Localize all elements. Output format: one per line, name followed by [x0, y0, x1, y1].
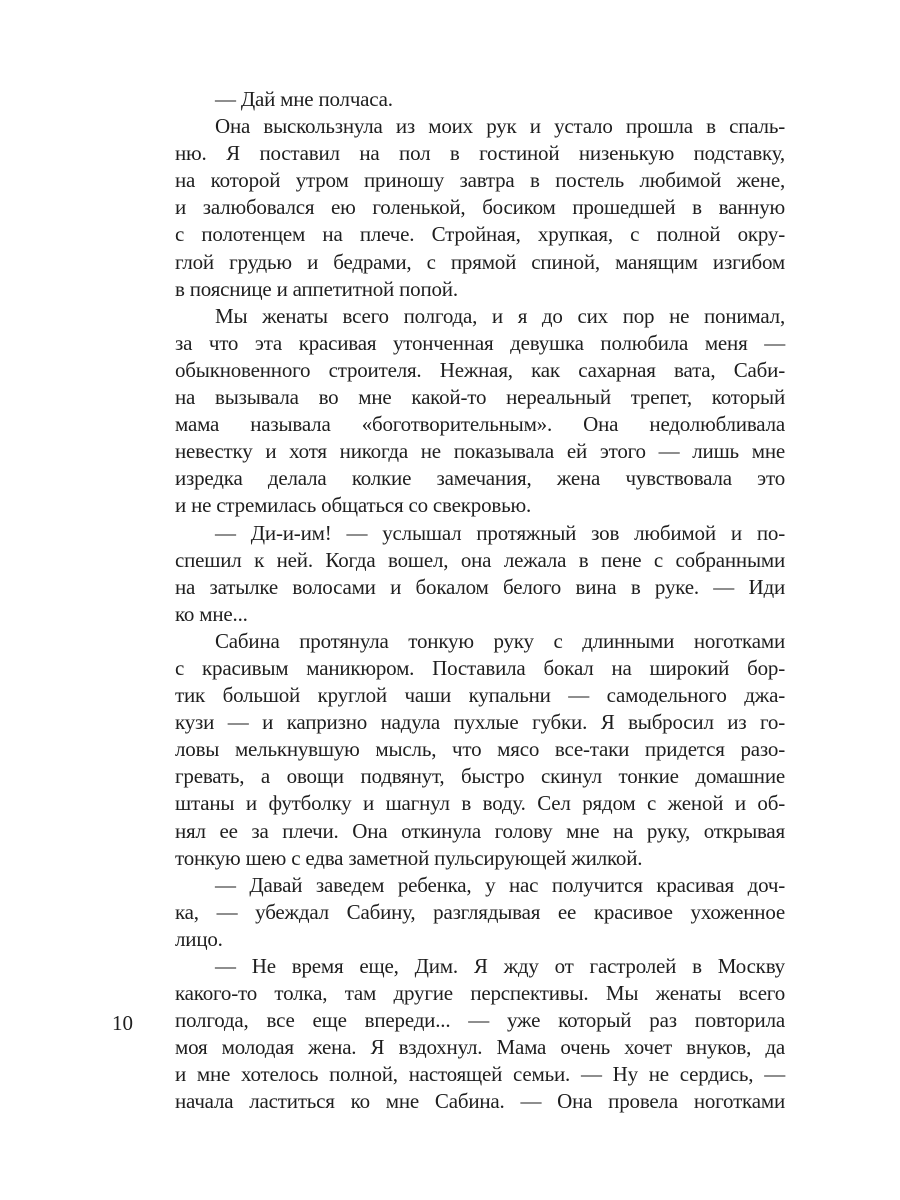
- text-line: — Дай мне полчаса.: [215, 87, 393, 111]
- text-line: Она выскользнула из моих рук и устало прошла в спаль-: [215, 114, 785, 139]
- book-text: [175, 86, 785, 1116]
- paragraph: [175, 872, 785, 953]
- text-line: — Не время еще, Дим. Я жду от гастролей в Москву: [215, 954, 785, 978]
- text-line: штаны и футболку и шагнул в воду. Сел рядом с женой и об-: [175, 791, 785, 816]
- text-line: невестку и хотя никогда не показывала ей этого — лишь мне: [175, 439, 785, 464]
- text-line: и залюбовался ею голенькой, босиком прошедшей в ванную: [175, 195, 785, 220]
- paragraph: [175, 953, 785, 1116]
- text-line: на затылке волосами и бокалом белого вина в руке. — Иди: [175, 574, 785, 599]
- paragraph: [175, 520, 785, 628]
- text-line: с красивым маникюром. Поставила бокал на широкий бор-: [175, 655, 785, 680]
- text-line: полгода, все еще впереди... — уже который раз повторила: [175, 1008, 785, 1033]
- paragraph: [175, 113, 785, 303]
- text-line: и мне хотелось полной, настоящей семьи. — Ну не сердись, —: [175, 1062, 785, 1087]
- text-line: какого-то толка, там другие перспективы. Мы женаты всего: [175, 981, 785, 1006]
- text-line: спешил к ней. Когда вошел, она лежала в пене с собранными: [175, 547, 785, 572]
- text-line: ко мне...: [175, 601, 248, 626]
- text-line: тик большой круглой чаши купальни — самодельного джа-: [175, 683, 785, 708]
- paragraph: [175, 628, 785, 872]
- text-line: за что эта красивая утонченная девушка полюбила меня —: [175, 330, 785, 355]
- text-line: ка, — убеждал Сабину, разглядывая ее красивое ухоженное: [175, 899, 785, 924]
- text-line: в пояснице и аппетитной попой.: [175, 276, 458, 301]
- text-line: кузи — и капризно надула пухлые губки. Я выбросил из го-: [175, 710, 785, 735]
- text-line: с полотенцем на плече. Стройная, хрупкая, с полной окру-: [175, 222, 785, 247]
- text-line: — Ди-и-им! — услышал протяжный зов любимой и по-: [215, 520, 785, 545]
- text-line: и не стремилась общаться со свекровью.: [175, 493, 532, 518]
- text-line: ню. Я поставил на пол в гостиной низенькую подставку,: [175, 141, 785, 166]
- text-line: гревать, а овощи подвянут, быстро скинул тонкие домашние: [175, 764, 785, 789]
- text-line: обыкновенного строителя. Нежная, как сахарная вата, Саби-: [175, 357, 785, 382]
- text-line: Сабина протянула тонкую руку с длинными ноготками: [215, 628, 785, 653]
- text-line: мама называла «боготворительным». Она недолюбливала: [175, 412, 785, 437]
- paragraph: [175, 86, 785, 113]
- text-line: на вызывала во мне какой-то нереальный трепет, который: [175, 385, 785, 410]
- text-line: нял ее за плечи. Она откинула голову мне на руку, открывая: [175, 818, 785, 843]
- text-line: Мы женаты всего полгода, и я до сих пор не понимал,: [215, 303, 785, 328]
- paragraph: [175, 303, 785, 520]
- text-line: моя молодая жена. Я вздохнул. Мама очень хочет внуков, да: [175, 1035, 785, 1060]
- text-line: ловы мелькнувшую мысль, что мясо все-таки придется разо-: [175, 737, 785, 762]
- text-line: на которой утром приношу завтра в постель любимой жене,: [175, 168, 785, 193]
- text-line: тонкую шею с едва заметной пульсирующей жилкой.: [175, 845, 643, 870]
- text-line: изредка делала колкие замечания, жена чувствовала это: [175, 466, 785, 491]
- text-line: глой грудью и бедрами, с прямой спиной, манящим изгибом: [175, 249, 785, 274]
- text-line: начала ластиться ко мне Сабина. — Она провела ноготками: [175, 1089, 785, 1114]
- text-line: лицо.: [175, 926, 223, 951]
- page-number: 10: [112, 1011, 133, 1035]
- text-line: — Давай заведем ребенка, у нас получится красивая доч-: [215, 872, 785, 897]
